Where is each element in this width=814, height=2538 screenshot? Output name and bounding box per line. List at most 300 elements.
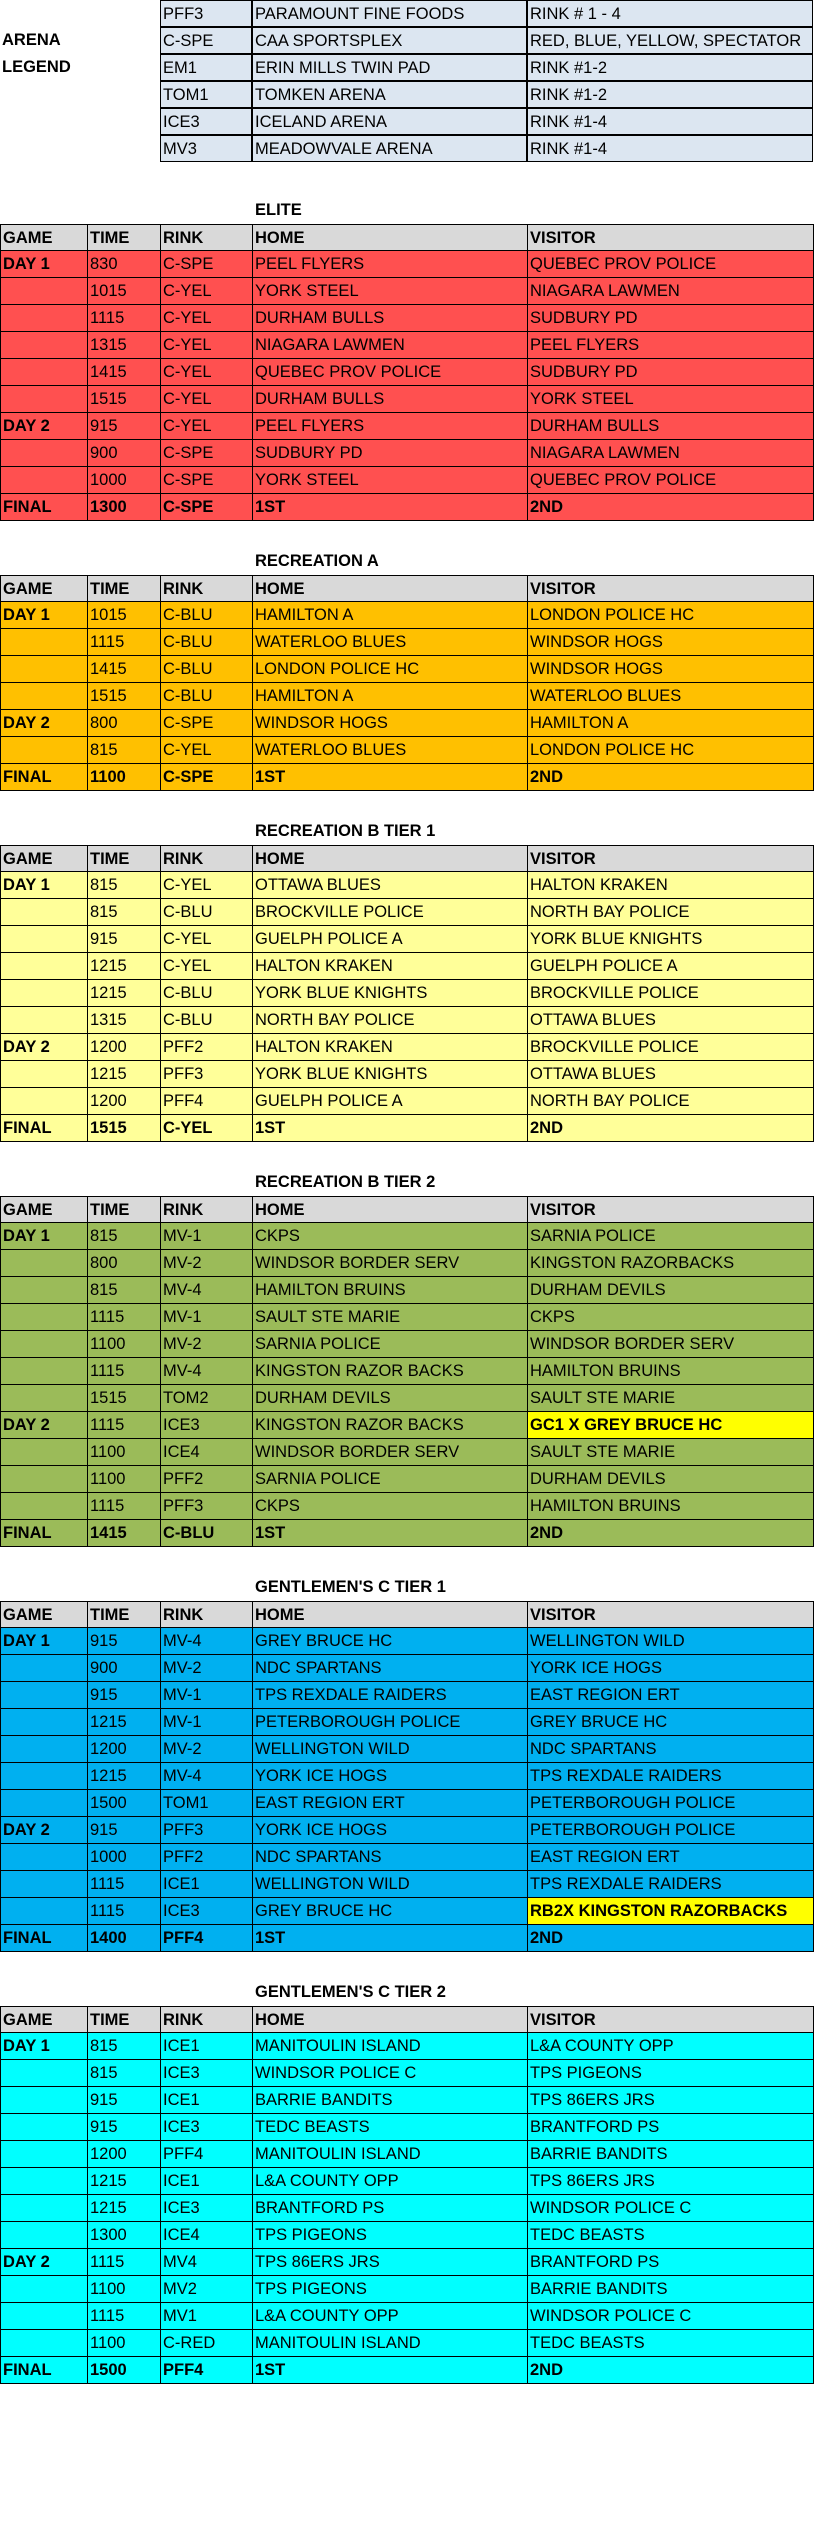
cell-rink: PFF2: [161, 1466, 253, 1493]
cell-home: PEEL FLYERS: [253, 251, 528, 278]
cell-visitor: NORTH BAY POLICE: [528, 899, 814, 926]
cell-visitor: GUELPH POLICE A: [528, 953, 814, 980]
cell-home: 1ST: [253, 2357, 528, 2384]
cell-game: [0, 1898, 88, 1925]
cell-rink: C-SPE: [161, 440, 253, 467]
table-header-row: [0, 575, 814, 602]
table-row: [0, 1223, 814, 1250]
cell-time: 1215: [88, 2195, 161, 2222]
table-row: [0, 251, 814, 278]
cell-rink: C-BLU: [161, 602, 253, 629]
cell-visitor: PETERBOROUGH POLICE: [528, 1817, 814, 1844]
table-row: [0, 1682, 814, 1709]
cell-home: CKPS: [253, 1223, 528, 1250]
table-row: [0, 2195, 814, 2222]
table-row: [0, 1358, 814, 1385]
cell-home: HAMILTON A: [253, 683, 528, 710]
cell-time: 1215: [88, 1763, 161, 1790]
table-row: [0, 683, 814, 710]
cell-visitor: HAMILTON BRUINS: [528, 1358, 814, 1385]
cell-rink: PFF4: [161, 2141, 253, 2168]
cell-time: 1215: [88, 953, 161, 980]
cell-home: NDC SPARTANS: [253, 1655, 528, 1682]
cell-home: PETERBOROUGH POLICE: [253, 1709, 528, 1736]
cell-home: DURHAM BULLS: [253, 305, 528, 332]
cell-time: 1100: [88, 764, 161, 791]
cell-visitor: HALTON KRAKEN: [528, 872, 814, 899]
cell-rink: C-YEL: [161, 953, 253, 980]
cell-visitor: TEDC BEASTS: [528, 2330, 814, 2357]
cell-home: L&A COUNTY OPP: [253, 2303, 528, 2330]
column-header-home: HOME: [253, 575, 528, 602]
cell-time: 915: [88, 1682, 161, 1709]
column-header-game: GAME: [0, 224, 88, 251]
cell-time: 1115: [88, 1871, 161, 1898]
cell-visitor: HAMILTON BRUINS: [528, 1493, 814, 1520]
cell-time: 1115: [88, 1358, 161, 1385]
cell-visitor: NIAGARA LAWMEN: [528, 440, 814, 467]
cell-visitor: TPS REXDALE RAIDERS: [528, 1871, 814, 1898]
section-title: GENTLEMEN'S C TIER 1: [255, 1578, 446, 1596]
cell-game: [0, 467, 88, 494]
section-title: RECREATION B TIER 1: [255, 822, 436, 840]
cell-rink: C-SPE: [161, 764, 253, 791]
cell-rink: C-YEL: [161, 386, 253, 413]
cell-time: 1215: [88, 980, 161, 1007]
table-row: [0, 2141, 814, 2168]
legend-row: [0, 1, 814, 28]
cell-rink: C-YEL: [161, 413, 253, 440]
table-row: [0, 764, 814, 791]
cell-home: PEEL FLYERS: [253, 413, 528, 440]
cell-home: SUDBURY PD: [253, 440, 528, 467]
cell-rink: ICE3: [161, 2195, 253, 2222]
table-header-row: [0, 2006, 814, 2033]
cell-time: 1415: [88, 656, 161, 683]
cell-game: DAY 1: [0, 1628, 88, 1655]
cell-home: GUELPH POLICE A: [253, 926, 528, 953]
legend-code: ICE3: [160, 108, 252, 135]
cell-visitor: OTTAWA BLUES: [528, 1061, 814, 1088]
cell-home: WELLINGTON WILD: [253, 1871, 528, 1898]
cell-game: [0, 1277, 88, 1304]
table-row: [0, 1493, 814, 1520]
cell-time: 1100: [88, 2276, 161, 2303]
cell-rink: C-BLU: [161, 1007, 253, 1034]
cell-visitor: WINDSOR POLICE C: [528, 2195, 814, 2222]
section-title: RECREATION B TIER 2: [255, 1173, 436, 1191]
cell-home: LONDON POLICE HC: [253, 656, 528, 683]
cell-visitor: WINDSOR POLICE C: [528, 2303, 814, 2330]
cell-game: [0, 2330, 88, 2357]
cell-rink: MV-1: [161, 1709, 253, 1736]
cell-visitor: BRANTFORD PS: [528, 2114, 814, 2141]
legend-row: [0, 136, 814, 163]
table-row: [0, 413, 814, 440]
column-header-time: TIME: [88, 1601, 161, 1628]
cell-home: TPS REXDALE RAIDERS: [253, 1682, 528, 1709]
table-row: [0, 359, 814, 386]
cell-rink: C-YEL: [161, 359, 253, 386]
table-row: [0, 467, 814, 494]
cell-game: DAY 2: [0, 1817, 88, 1844]
cell-visitor: 2ND: [528, 1520, 814, 1547]
cell-time: 1515: [88, 1115, 161, 1142]
cell-time: 815: [88, 2033, 161, 2060]
cell-home: MANITOULIN ISLAND: [253, 2141, 528, 2168]
cell-visitor: TEDC BEASTS: [528, 2222, 814, 2249]
cell-visitor: CKPS: [528, 1304, 814, 1331]
legend-code: TOM1: [160, 81, 252, 108]
cell-visitor: BARRIE BANDITS: [528, 2276, 814, 2303]
table-row: [0, 953, 814, 980]
cell-time: 1400: [88, 1925, 161, 1952]
table-row: [0, 2357, 814, 2384]
cell-rink: ICE3: [161, 1412, 253, 1439]
table-row: [0, 2222, 814, 2249]
legend-rinks: RED, BLUE, YELLOW, SPECTATOR: [527, 27, 813, 54]
table-row: [0, 494, 814, 521]
cell-time: 915: [88, 2087, 161, 2114]
cell-home: WATERLOO BLUES: [253, 737, 528, 764]
cell-rink: MV-2: [161, 1250, 253, 1277]
cell-rink: TOM2: [161, 1385, 253, 1412]
cell-home: WINDSOR HOGS: [253, 710, 528, 737]
cell-game: [0, 1088, 88, 1115]
table-row: [0, 1736, 814, 1763]
table-row: [0, 1304, 814, 1331]
cell-rink: C-BLU: [161, 683, 253, 710]
table-row: [0, 2168, 814, 2195]
cell-home: YORK ICE HOGS: [253, 1763, 528, 1790]
section-title: RECREATION A: [255, 552, 379, 570]
cell-home: OTTAWA BLUES: [253, 872, 528, 899]
table-row: [0, 1061, 814, 1088]
cell-rink: ICE4: [161, 1439, 253, 1466]
table-row: [0, 926, 814, 953]
cell-visitor: BRANTFORD PS: [528, 2249, 814, 2276]
cell-game: [0, 305, 88, 332]
cell-home: 1ST: [253, 1115, 528, 1142]
cell-home: BARRIE BANDITS: [253, 2087, 528, 2114]
column-header-rink: RINK: [161, 224, 253, 251]
table-row: [0, 1844, 814, 1871]
cell-time: 1215: [88, 2168, 161, 2195]
table-header-row: [0, 1601, 814, 1628]
cell-visitor: QUEBEC PROV POLICE: [528, 251, 814, 278]
cell-rink: MV-4: [161, 1277, 253, 1304]
legend-code: EM1: [160, 54, 252, 81]
column-header-visitor: VISITOR: [528, 2006, 814, 2033]
legend-name: CAA SPORTSPLEX: [252, 27, 527, 54]
cell-time: 1515: [88, 683, 161, 710]
cell-game: FINAL: [0, 494, 88, 521]
cell-time: 800: [88, 710, 161, 737]
cell-rink: MV-1: [161, 1223, 253, 1250]
table-row: [0, 899, 814, 926]
cell-visitor: GC1 X GREY BRUCE HC: [528, 1412, 814, 1439]
cell-visitor: NORTH BAY POLICE: [528, 1088, 814, 1115]
cell-home: YORK BLUE KNIGHTS: [253, 1061, 528, 1088]
cell-game: [0, 1736, 88, 1763]
cell-time: 900: [88, 1655, 161, 1682]
table-row: [0, 980, 814, 1007]
table-row: [0, 2087, 814, 2114]
cell-game: [0, 359, 88, 386]
cell-time: 815: [88, 899, 161, 926]
cell-rink: C-SPE: [161, 251, 253, 278]
cell-time: 1215: [88, 1061, 161, 1088]
column-header-home: HOME: [253, 2006, 528, 2033]
cell-game: [0, 980, 88, 1007]
column-header-rink: RINK: [161, 845, 253, 872]
cell-home: KINGSTON RAZOR BACKS: [253, 1412, 528, 1439]
cell-game: [0, 1466, 88, 1493]
cell-visitor: SUDBURY PD: [528, 359, 814, 386]
cell-visitor: EAST REGION ERT: [528, 1682, 814, 1709]
legend-label-line1: ARENA: [2, 31, 61, 49]
table-header-row: [0, 224, 814, 251]
cell-home: WINDSOR BORDER SERV: [253, 1250, 528, 1277]
cell-rink: ICE3: [161, 2060, 253, 2087]
cell-rink: ICE1: [161, 2033, 253, 2060]
cell-rink: ICE1: [161, 1871, 253, 1898]
cell-visitor: TPS 86ERS JRS: [528, 2168, 814, 2195]
column-header-visitor: VISITOR: [528, 1601, 814, 1628]
cell-visitor: TPS PIGEONS: [528, 2060, 814, 2087]
legend-name: ICELAND ARENA: [252, 108, 527, 135]
column-header-rink: RINK: [161, 1196, 253, 1223]
legend-rinks: RINK #1-4: [527, 108, 813, 135]
table-row: [0, 332, 814, 359]
cell-rink: MV4: [161, 2249, 253, 2276]
cell-home: SAULT STE MARIE: [253, 1304, 528, 1331]
cell-time: 1515: [88, 386, 161, 413]
cell-rink: ICE3: [161, 2114, 253, 2141]
cell-home: NDC SPARTANS: [253, 1844, 528, 1871]
column-header-time: TIME: [88, 224, 161, 251]
cell-game: [0, 386, 88, 413]
cell-time: 815: [88, 2060, 161, 2087]
cell-rink: ICE1: [161, 2087, 253, 2114]
cell-rink: C-YEL: [161, 278, 253, 305]
cell-game: [0, 1304, 88, 1331]
table-row: [0, 440, 814, 467]
cell-home: 1ST: [253, 494, 528, 521]
table-row: [0, 1790, 814, 1817]
cell-home: DURHAM DEVILS: [253, 1385, 528, 1412]
table-row: [0, 1007, 814, 1034]
legend-rinks: RINK #1-2: [527, 54, 813, 81]
table-row: [0, 1925, 814, 1952]
cell-game: [0, 1358, 88, 1385]
cell-game: DAY 1: [0, 251, 88, 278]
column-header-game: GAME: [0, 845, 88, 872]
cell-game: [0, 2303, 88, 2330]
column-header-visitor: VISITOR: [528, 845, 814, 872]
cell-home: GREY BRUCE HC: [253, 1898, 528, 1925]
cell-rink: C-YEL: [161, 872, 253, 899]
cell-visitor: WINDSOR HOGS: [528, 629, 814, 656]
cell-time: 1000: [88, 467, 161, 494]
cell-game: [0, 1844, 88, 1871]
table-row: [0, 2033, 814, 2060]
table-row: [0, 1817, 814, 1844]
cell-rink: MV-4: [161, 1358, 253, 1385]
cell-home: WINDSOR BORDER SERV: [253, 1439, 528, 1466]
column-header-home: HOME: [253, 845, 528, 872]
cell-time: 1200: [88, 1088, 161, 1115]
cell-game: DAY 2: [0, 1034, 88, 1061]
cell-game: [0, 2222, 88, 2249]
cell-rink: MV-4: [161, 1763, 253, 1790]
column-header-time: TIME: [88, 575, 161, 602]
cell-rink: TOM1: [161, 1790, 253, 1817]
cell-game: DAY 2: [0, 1412, 88, 1439]
cell-game: [0, 926, 88, 953]
cell-home: HALTON KRAKEN: [253, 953, 528, 980]
table-row: [0, 1763, 814, 1790]
cell-game: DAY 1: [0, 1223, 88, 1250]
cell-game: [0, 332, 88, 359]
cell-time: 1115: [88, 1412, 161, 1439]
cell-visitor: KINGSTON RAZORBACKS: [528, 1250, 814, 1277]
column-header-visitor: VISITOR: [528, 1196, 814, 1223]
cell-visitor: BROCKVILLE POLICE: [528, 980, 814, 1007]
legend-row: [0, 109, 814, 136]
cell-home: HAMILTON BRUINS: [253, 1277, 528, 1304]
table-row: [0, 2276, 814, 2303]
cell-time: 1315: [88, 1007, 161, 1034]
cell-home: YORK STEEL: [253, 467, 528, 494]
cell-home: WELLINGTON WILD: [253, 1736, 528, 1763]
cell-time: 1115: [88, 1304, 161, 1331]
cell-time: 1115: [88, 305, 161, 332]
cell-game: [0, 2276, 88, 2303]
cell-game: [0, 1682, 88, 1709]
legend-label-line2: LEGEND: [2, 58, 71, 76]
legend-rinks: RINK #1-4: [527, 135, 813, 162]
table-row: [0, 1709, 814, 1736]
cell-time: 1415: [88, 1520, 161, 1547]
cell-game: [0, 440, 88, 467]
column-header-home: HOME: [253, 224, 528, 251]
cell-time: 1015: [88, 278, 161, 305]
cell-visitor: TPS 86ERS JRS: [528, 2087, 814, 2114]
column-header-home: HOME: [253, 1601, 528, 1628]
cell-home: HAMILTON A: [253, 602, 528, 629]
cell-home: CKPS: [253, 1493, 528, 1520]
cell-visitor: BROCKVILLE POLICE: [528, 1034, 814, 1061]
cell-time: 915: [88, 1817, 161, 1844]
cell-home: L&A COUNTY OPP: [253, 2168, 528, 2195]
cell-time: 1100: [88, 1331, 161, 1358]
cell-rink: MV-4: [161, 1628, 253, 1655]
cell-home: YORK STEEL: [253, 278, 528, 305]
column-header-rink: RINK: [161, 2006, 253, 2033]
cell-game: [0, 899, 88, 926]
cell-visitor: DURHAM BULLS: [528, 413, 814, 440]
table-row: [0, 278, 814, 305]
cell-visitor: SUDBURY PD: [528, 305, 814, 332]
cell-time: 1415: [88, 359, 161, 386]
cell-rink: C-BLU: [161, 980, 253, 1007]
column-header-game: GAME: [0, 1601, 88, 1628]
cell-time: 815: [88, 737, 161, 764]
cell-home: SARNIA POLICE: [253, 1331, 528, 1358]
cell-game: [0, 278, 88, 305]
cell-time: 1115: [88, 2303, 161, 2330]
cell-visitor: 2ND: [528, 764, 814, 791]
cell-game: [0, 1250, 88, 1277]
table-row: [0, 1385, 814, 1412]
cell-game: DAY 2: [0, 413, 88, 440]
cell-home: YORK ICE HOGS: [253, 1817, 528, 1844]
cell-visitor: DURHAM DEVILS: [528, 1466, 814, 1493]
cell-rink: C-BLU: [161, 656, 253, 683]
cell-visitor: YORK BLUE KNIGHTS: [528, 926, 814, 953]
cell-home: WATERLOO BLUES: [253, 629, 528, 656]
cell-home: 1ST: [253, 1520, 528, 1547]
cell-home: YORK BLUE KNIGHTS: [253, 980, 528, 1007]
cell-time: 1200: [88, 1736, 161, 1763]
cell-home: NIAGARA LAWMEN: [253, 332, 528, 359]
table-row: [0, 1277, 814, 1304]
cell-home: BROCKVILLE POLICE: [253, 899, 528, 926]
legend-rinks: RINK #1-2: [527, 81, 813, 108]
cell-visitor: WATERLOO BLUES: [528, 683, 814, 710]
cell-time: 1200: [88, 1034, 161, 1061]
column-header-game: GAME: [0, 575, 88, 602]
cell-home: GUELPH POLICE A: [253, 1088, 528, 1115]
cell-time: 815: [88, 1223, 161, 1250]
table-row: [0, 1628, 814, 1655]
cell-visitor: 2ND: [528, 2357, 814, 2384]
cell-rink: C-SPE: [161, 710, 253, 737]
cell-rink: C-BLU: [161, 899, 253, 926]
cell-game: [0, 683, 88, 710]
cell-visitor: HAMILTON A: [528, 710, 814, 737]
cell-rink: PFF4: [161, 1925, 253, 1952]
legend-row: [0, 28, 814, 55]
legend-name: TOMKEN ARENA: [252, 81, 527, 108]
cell-time: 1515: [88, 1385, 161, 1412]
legend-code: C-SPE: [160, 27, 252, 54]
cell-time: 915: [88, 926, 161, 953]
cell-visitor: 2ND: [528, 1115, 814, 1142]
cell-visitor: NDC SPARTANS: [528, 1736, 814, 1763]
cell-game: FINAL: [0, 764, 88, 791]
cell-home: 1ST: [253, 1925, 528, 1952]
cell-visitor: LONDON POLICE HC: [528, 602, 814, 629]
cell-game: DAY 1: [0, 2033, 88, 2060]
table-row: [0, 602, 814, 629]
cell-rink: PFF2: [161, 1844, 253, 1871]
cell-time: 1000: [88, 1844, 161, 1871]
cell-game: [0, 1439, 88, 1466]
cell-rink: PFF2: [161, 1034, 253, 1061]
cell-time: 1200: [88, 2141, 161, 2168]
cell-game: [0, 629, 88, 656]
cell-visitor: WELLINGTON WILD: [528, 1628, 814, 1655]
legend-name: MEADOWVALE ARENA: [252, 135, 527, 162]
cell-rink: MV2: [161, 2276, 253, 2303]
cell-rink: C-SPE: [161, 494, 253, 521]
legend-row: [0, 82, 814, 109]
cell-rink: PFF3: [161, 1493, 253, 1520]
table-row: [0, 1871, 814, 1898]
cell-game: [0, 1007, 88, 1034]
